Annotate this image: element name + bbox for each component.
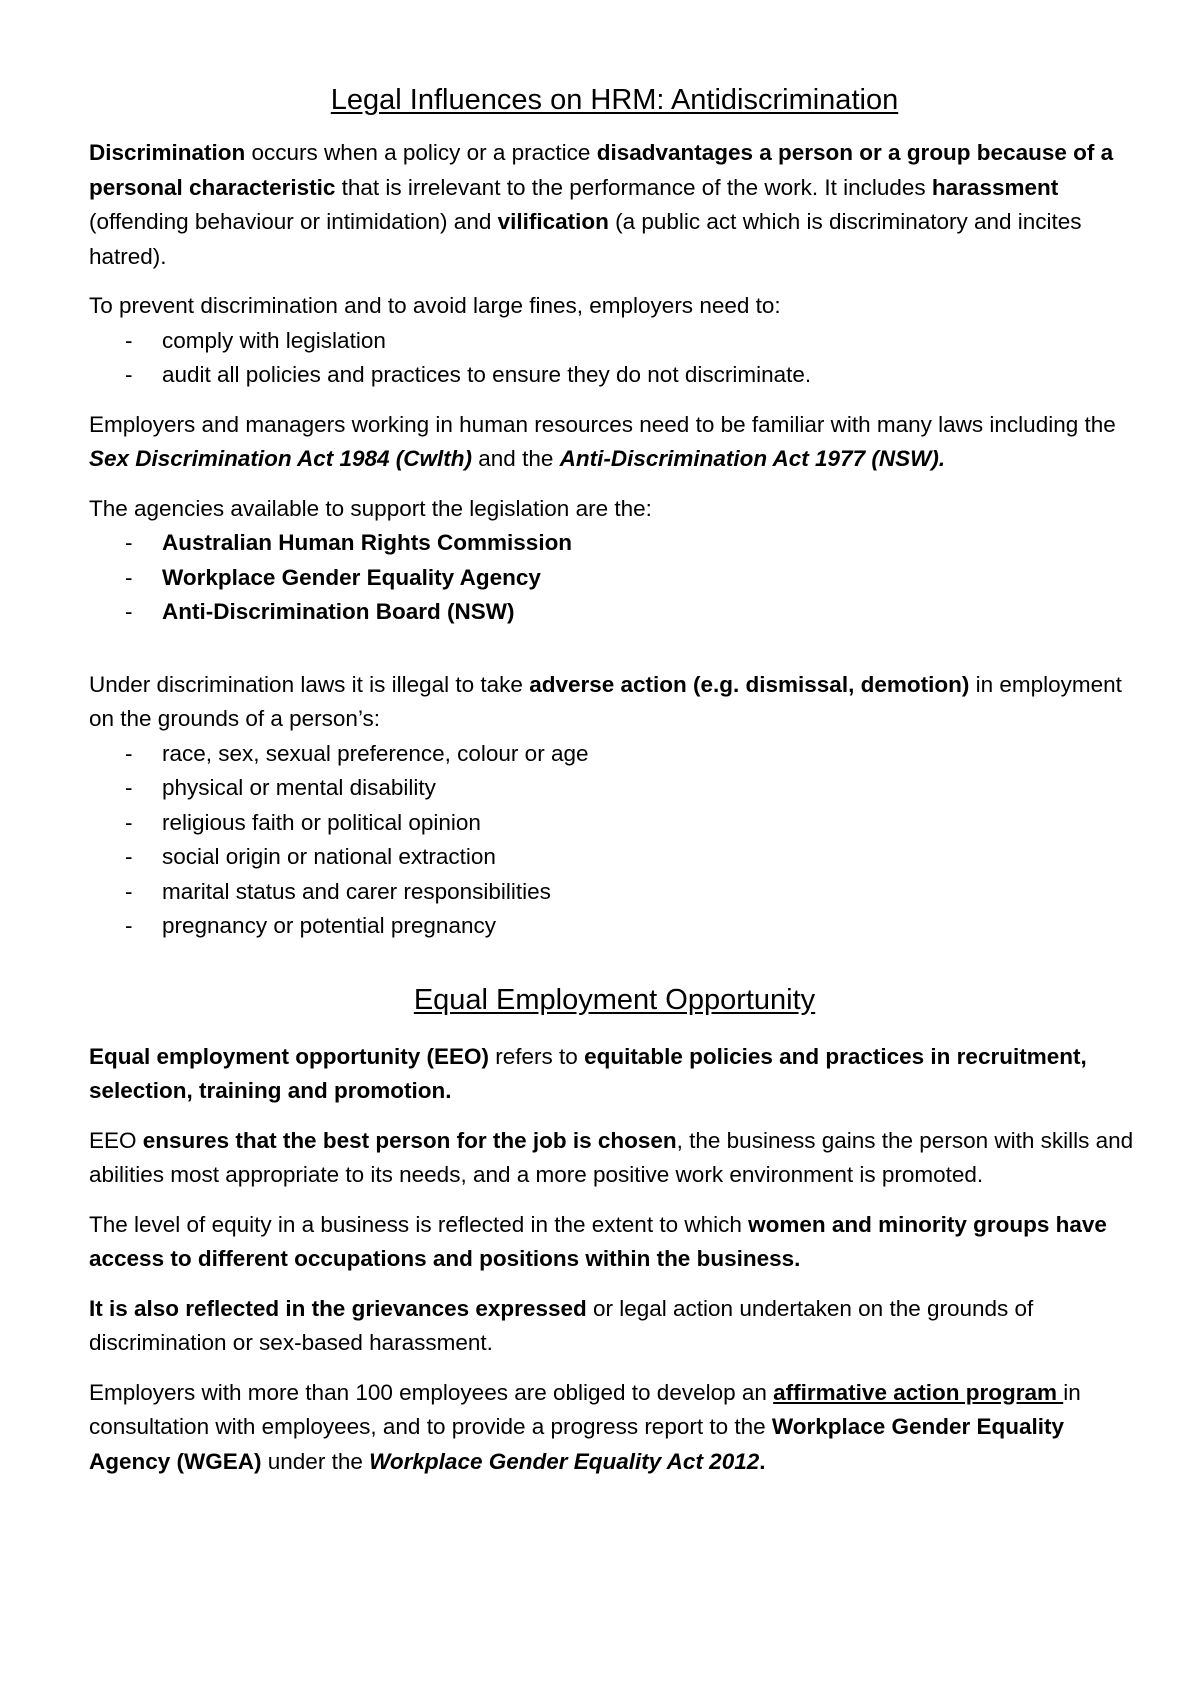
grounds-intro: Under discrimination laws it is illegal to take adverse action (e.g. dismissal, demotion) in employment on the grounds of a person’s:: [89, 671, 1122, 731]
list-item: - social origin or national extraction: [89, 840, 1140, 875]
list-item: - marital status and carer responsibilities: [89, 875, 1140, 910]
list-item: - Australian Human Rights Commission: [89, 526, 1140, 561]
eeo-ensures-paragraph: EEO ensures that the best person for the job is chosen, the business gains the person with skills and abilities most appropriate to its needs, and a more positive work environment is promoted.: [89, 1127, 1134, 1187]
list-item: - comply with legislation: [89, 324, 1140, 359]
list-item: - race, sex, sexual preference, colour or age: [89, 737, 1140, 772]
prevent-intro: To prevent discrimination and to avoid large fines, employers need to:: [89, 293, 781, 318]
laws-paragraph: Employers and managers working in human resources need to be familiar with many laws including the Sex Discrimination Act 1984 (Cwlth) and the Anti-Discrimination Act 1977 (NSW).: [89, 411, 1116, 471]
list-item: - religious faith or political opinion: [89, 806, 1140, 841]
agencies-intro: The agencies available to support the legislation are the:: [89, 495, 652, 521]
list-item: - pregnancy or potential pregnancy: [89, 909, 1140, 944]
discrimination-definition: Discrimination occurs when a policy or a practice disadvantages a person or a group because of a personal characteristic that is irrelevant to the performance of the work. It includes harassment (offending behaviour or intimidation) and vilification (a public act which is discriminatory and incites hatred).: [89, 140, 1114, 269]
grievances-paragraph: It is also reflected in the grievances expressed or legal action undertaken on the grounds of discrimination or sex-based harassment.: [89, 1295, 1034, 1355]
equity-paragraph: The level of equity in a business is reflected in the extent to which women and minority groups have access to different occupations and positions within the business.: [89, 1211, 1107, 1271]
list-item: - physical or mental disability: [89, 771, 1140, 806]
list-item: - audit all policies and practices to ensure they do not discriminate.: [89, 358, 1140, 393]
section-title-eeo: Equal Employment Opportunity: [413, 983, 816, 1016]
grounds-list: [89, 737, 1140, 944]
section-title-antidiscrimination: Legal Influences on HRM: Antidiscrimination: [330, 84, 899, 116]
list-item: - Anti-Discrimination Board (NSW): [89, 595, 1140, 630]
agencies-list: [89, 526, 1140, 630]
list-item: - Workplace Gender Equality Agency: [89, 561, 1140, 596]
eeo-definition: Equal employment opportunity (EEO) refers to equitable policies and practices in recruitment, selection, training and promotion.: [89, 1043, 1087, 1103]
prevent-list: [89, 324, 1140, 393]
affirmative-action-paragraph: Employers with more than 100 employees are obliged to develop an affirmative action program in consultation with employees, and to provide a progress report to the Workplace Gender Equality Agency (WGEA) under the Workplace Gender Equality Act 2012.: [89, 1379, 1081, 1474]
